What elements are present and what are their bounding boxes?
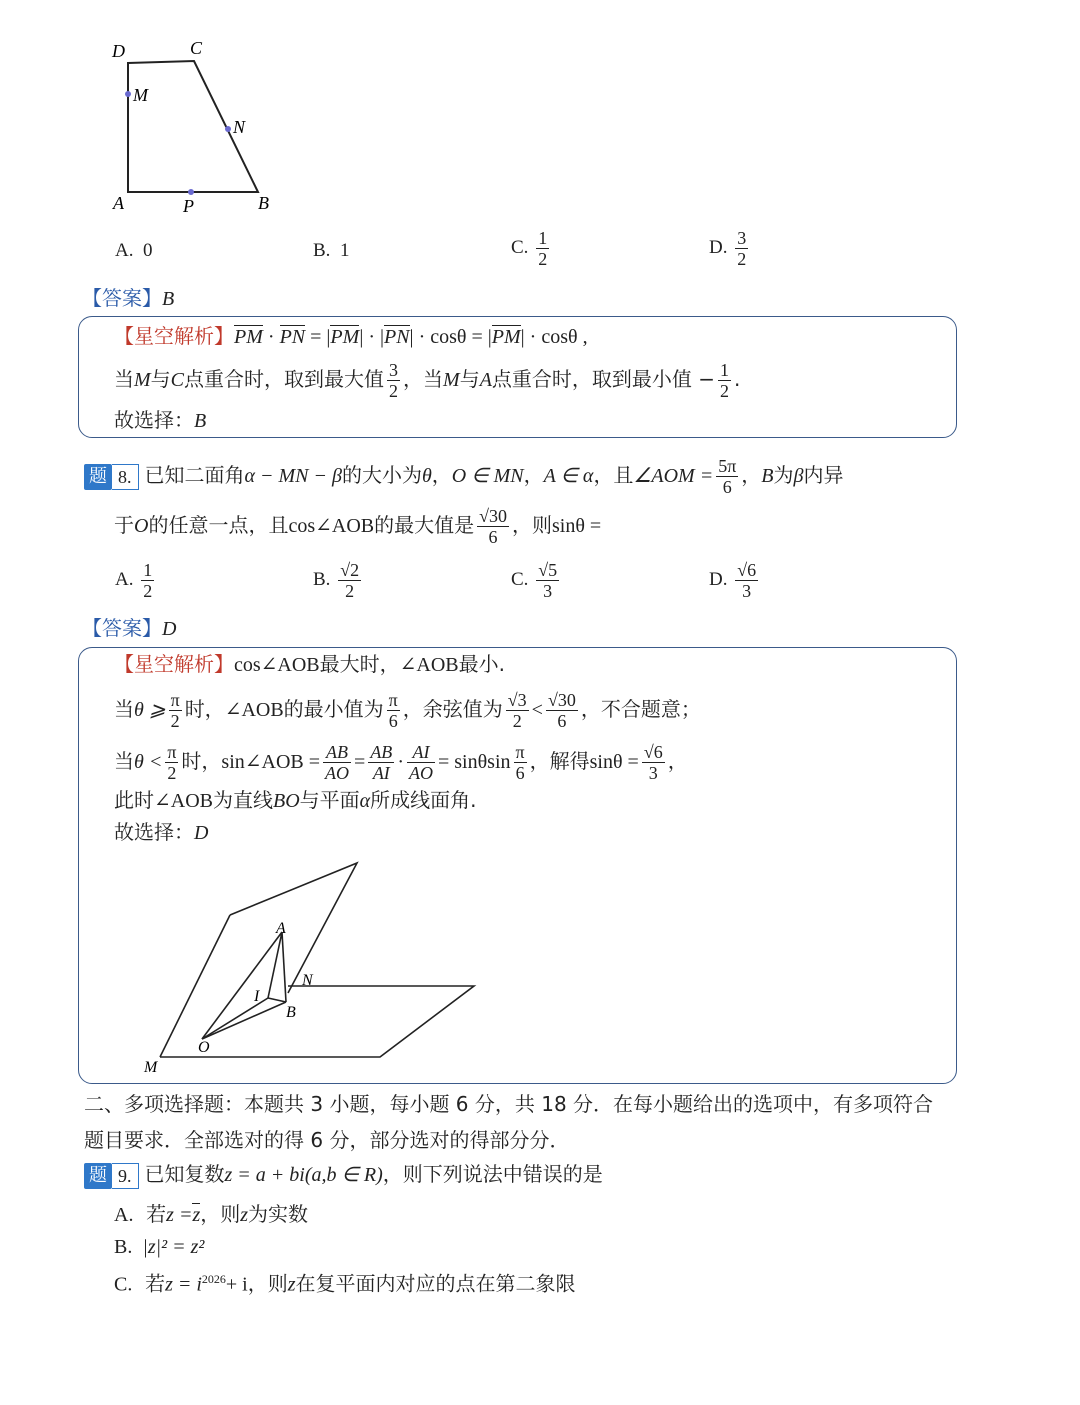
q8-stem-line2: 于O的任意一点，且cos∠AOB的最大值是 $\frac{√30}{6}$ ，则sinθ =: [114, 506, 602, 547]
label-m2: M: [144, 1059, 158, 1076]
q9-option-c: C. 若$z = i^{2026}+ i$，则z在复平面内对应的点在第二象限: [114, 1271, 576, 1296]
q8-option-c: C. $\frac{√5}{3}$: [511, 560, 558, 601]
label-n2: N: [302, 972, 313, 989]
q7-option-b: B. 1: [313, 240, 350, 261]
q9-option-a: A. 若z =z，则z为实数: [114, 1202, 309, 1226]
section2-heading-line2: 题目要求．全部选对的得 6 分，部分选对的得部分分．: [84, 1128, 570, 1152]
q8-stem-line1: 题 8. 已知二面角α − MN − β的大小为θ，O ∈ MN，A ∈ α，且∠AOM = $\frac{5\pi}{6}$ ，B为β内异: [84, 456, 843, 497]
q8-analysis-line2: 当θ ⩾ $\frac{\pi}{2}$ 时，∠AOB的最小值为 $\frac{\pi}{6}$ ，余弦值为 $\frac{√3}{2}$ < $\frac{√30}{6}$ ，不合题意；: [114, 690, 701, 731]
segment-ab: [282, 932, 286, 1002]
q8-answer: 【答案】D: [82, 616, 177, 640]
label-o: O: [198, 1039, 210, 1056]
q8-option-a: A. $\frac{1}{2}$: [115, 560, 153, 601]
q7-option-c: C. $\frac{1}{2}$: [511, 228, 548, 269]
q8-option-b: B. $\frac{√2}{2}$: [313, 560, 360, 601]
label-a2: A: [276, 920, 286, 937]
label-d: D: [112, 41, 125, 61]
q9-stem: 题 9. 已知复数z = a + bi(a,b ∈ R)，则下列说法中错误的是: [84, 1160, 603, 1189]
label-i: I: [254, 988, 260, 1005]
section2-heading-line1: 二、多项选择题：本题共 3 小题，每小题 6 分，共 18 分．在每小题给出的选项中，有多项符合: [84, 1092, 934, 1116]
segment-ob: [202, 1002, 286, 1039]
dihedral-figure: [130, 855, 490, 1080]
q7-option-d: D. $\frac{3}{2}$: [709, 228, 747, 269]
q7-answer: 【答案】B: [82, 286, 175, 310]
q8-analysis-line3: 当θ < $\frac{\pi}{2}$ 时，sin∠AOB = $\frac{AB}{AO}$ = $\frac{AB}{AI}$ · $\frac{AI}{AO}$ = sinθsin $\frac{\pi}{6}$ ，解得sinθ = $\frac{√6}{3}$ ，: [114, 742, 688, 783]
label-n: N: [233, 117, 246, 137]
q8-analysis-line1: 【星空解析】cos∠AOB最大时，∠AOB最小.: [114, 652, 505, 676]
point-p: [188, 189, 194, 195]
q7-analysis-line3: 故选择：B: [114, 408, 207, 432]
q8-analysis-line4: 此时∠AOB为直线BO与平面α所成线面角.: [114, 788, 477, 812]
question-badge: 题: [84, 464, 112, 490]
q8-option-d: D. $\frac{√6}{3}$: [709, 560, 757, 601]
q7-analysis-line1: 【星空解析】PM · PN = |PM| · |PN| · cosθ = |PM| · cosθ ,: [114, 324, 588, 348]
label-b2: B: [286, 1004, 296, 1021]
label-c: C: [190, 38, 203, 58]
label-a: A: [113, 193, 124, 213]
q7-analysis-line2: 当M与C点重合时，取到最大值 $\frac{3}{2}$ ，当M与A点重合时，取到最小值 − $\frac{1}{2}$ .: [114, 360, 741, 401]
trapezoid-figure: [100, 35, 290, 220]
label-b: B: [258, 193, 269, 213]
point-m: [125, 91, 131, 97]
plane-beta: [230, 863, 357, 993]
q8-analysis-line5: 故选择：D: [114, 820, 209, 844]
edge-mn: [160, 915, 230, 1057]
label-p: P: [183, 196, 194, 216]
q7-option-a: A. 0: [115, 240, 153, 261]
question-badge: 题: [84, 1163, 112, 1189]
point-n: [225, 126, 231, 132]
q9-option-b: B. |z|² = z²: [114, 1236, 205, 1258]
segment-ib: [268, 998, 286, 1002]
label-m: M: [133, 85, 148, 105]
